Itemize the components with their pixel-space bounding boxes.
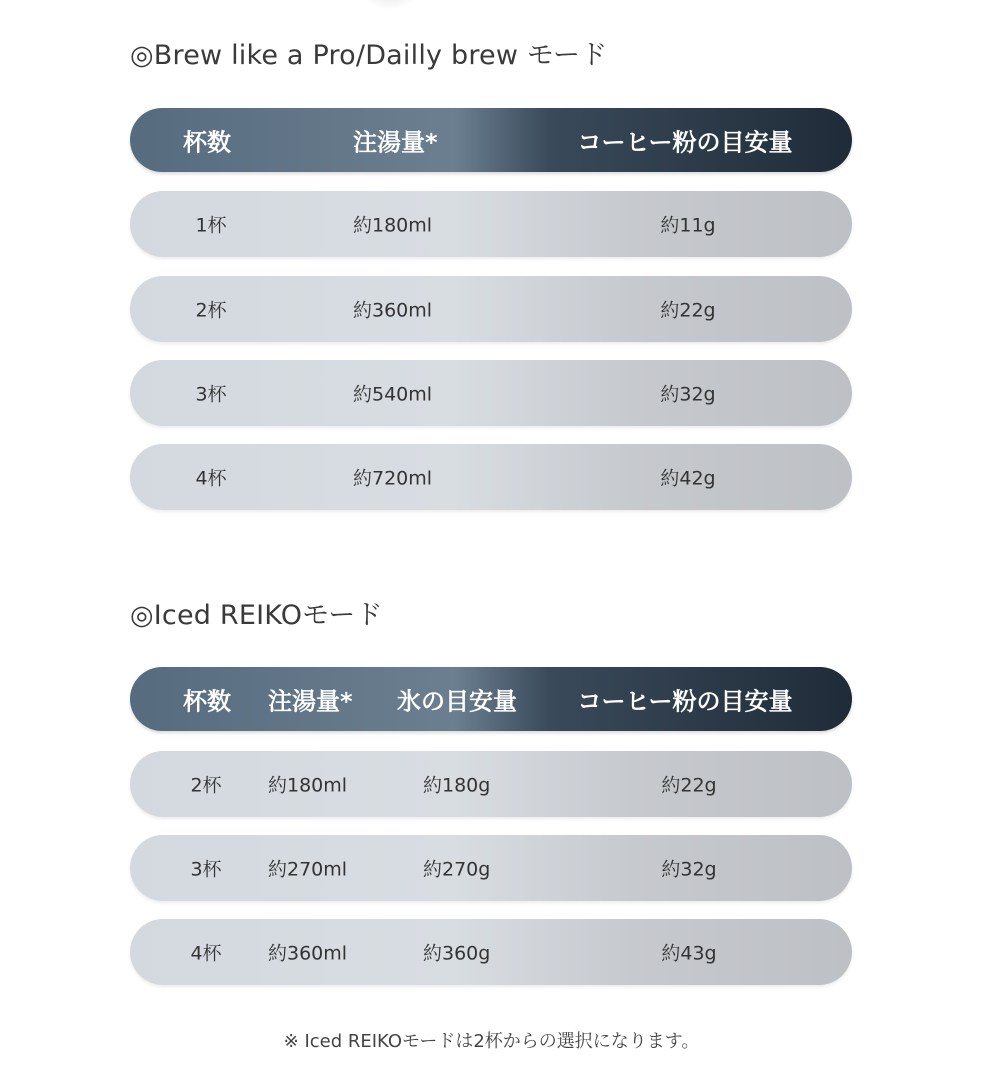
ice-cell: 約360g xyxy=(423,942,491,965)
section-title-brew: ◎Brew like a Pro/Dailly brew モード xyxy=(130,40,608,71)
header-coffee: コーヒー粉の目安量 xyxy=(577,687,793,716)
table-row xyxy=(130,751,852,817)
coffee-cell: 約22g xyxy=(661,774,717,797)
header-cups: 杯数 xyxy=(183,128,231,157)
section-title-iced: ◎Iced REIKOモード xyxy=(130,600,383,631)
cups-cell: 2杯 xyxy=(195,299,227,322)
top-decoration xyxy=(360,0,420,10)
water-cell: 約360ml xyxy=(353,299,433,322)
ice-cell: 約270g xyxy=(423,858,491,881)
cups-cell: 4杯 xyxy=(190,942,222,965)
water-cell: 約270ml xyxy=(268,858,348,881)
table-row xyxy=(130,919,852,985)
water-cell: 約180ml xyxy=(268,774,348,797)
water-cell: 約540ml xyxy=(353,383,433,406)
table1-header xyxy=(130,108,852,172)
cups-cell: 1杯 xyxy=(195,214,227,237)
table-row xyxy=(130,191,852,257)
header-cups: 杯数 xyxy=(183,687,231,716)
water-cell: 約180ml xyxy=(353,214,433,237)
header-ice: 氷の目安量 xyxy=(397,687,517,716)
ice-cell: 約180g xyxy=(423,774,491,797)
table-row xyxy=(130,444,852,510)
coffee-cell: 約42g xyxy=(660,467,716,490)
coffee-cell: 約43g xyxy=(661,942,717,965)
cups-cell: 3杯 xyxy=(195,383,227,406)
table-row xyxy=(130,276,852,342)
header-coffee: コーヒー粉の目安量 xyxy=(577,128,793,157)
header-water: 注湯量* xyxy=(353,128,438,157)
water-cell: 約720ml xyxy=(353,467,433,490)
header-water: 注湯量* xyxy=(268,687,353,716)
water-cell: 約360ml xyxy=(268,942,348,965)
cups-cell: 3杯 xyxy=(190,858,222,881)
coffee-cell: 約32g xyxy=(660,383,716,406)
coffee-cell: 約11g xyxy=(660,214,716,237)
table-row xyxy=(130,360,852,426)
coffee-cell: 約32g xyxy=(661,858,717,881)
coffee-cell: 約22g xyxy=(660,299,716,322)
footnote: ※ Iced REIKOモードは2杯からの選択になります。 xyxy=(283,1031,700,1052)
table-row xyxy=(130,835,852,901)
cups-cell: 2杯 xyxy=(190,774,222,797)
table2-header xyxy=(130,667,852,731)
cups-cell: 4杯 xyxy=(195,467,227,490)
